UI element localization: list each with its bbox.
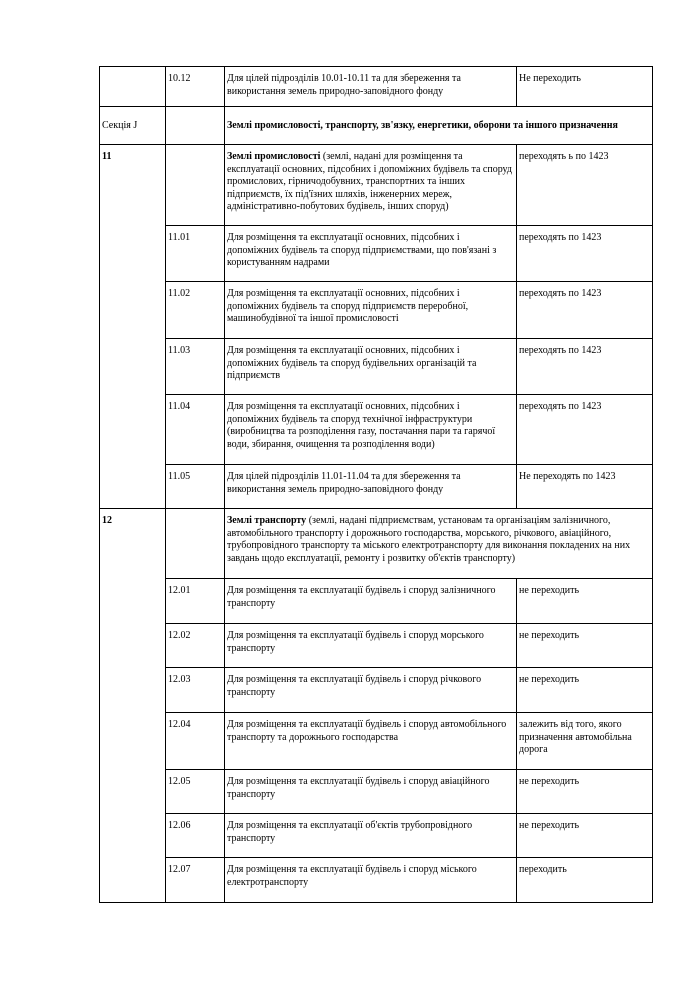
status-cell: переходять по 1423 [517, 226, 653, 282]
status-cell: Не переходить [517, 67, 653, 107]
description-cell: Для розміщення та експлуатації будівель і споруд морського транспорту [225, 624, 517, 668]
description-cell: Для розміщення та експлуатації будівель і споруд автомобільного транспорту та дорожнього господарства [225, 713, 517, 770]
code-cell [166, 107, 225, 145]
land-classification-table [99, 66, 653, 903]
description-cell [225, 145, 517, 226]
status-cell: не переходить [517, 814, 653, 858]
table-row [100, 713, 653, 770]
status-cell: не переходить [517, 579, 653, 624]
code-cell: 11.02 [166, 282, 225, 339]
status-cell: Не переходять по 1423 [517, 465, 653, 509]
description-cell: Для розміщення та експлуатації основних, підсобних і допоміжних будівель та споруд будівельних організацій та підприємств [225, 339, 517, 395]
description-cell: Для розміщення та експлуатації будівель і споруд міського електротранспорту [225, 858, 517, 903]
code-cell [166, 509, 225, 579]
table-row [100, 226, 653, 282]
group-cell [100, 509, 166, 903]
group-description: (землі, надані для розміщення та експлуатації основних, підсобних і допоміжних будівель та споруд промислових, гірничодобувних, транспортних та інших підприємств, їх під'їзних шляхів, інженерних мереж, адміністративно-побутових будівель, інших споруд) [227, 151, 513, 212]
table-row [100, 282, 653, 339]
section-cell: Секція J [100, 107, 166, 145]
status-cell: залежить від того, якого призначення автомобільна дорога [517, 713, 653, 770]
code-cell: 11.05 [166, 465, 225, 509]
description-cell [225, 509, 653, 579]
code-cell: 12.03 [166, 668, 225, 713]
status-cell: переходять по 1423 [517, 395, 653, 465]
table-row [100, 858, 653, 903]
table-row [100, 770, 653, 814]
description-cell: Для розміщення та експлуатації об'єктів трубопровідного транспорту [225, 814, 517, 858]
code-cell: 12.05 [166, 770, 225, 814]
code-cell: 11.03 [166, 339, 225, 395]
code-cell: 10.12 [166, 67, 225, 107]
status-cell: не переходить [517, 770, 653, 814]
code-cell: 11.01 [166, 226, 225, 282]
code-cell: 12.01 [166, 579, 225, 624]
code-cell: 12.04 [166, 713, 225, 770]
group-title: Землі транспорту [227, 515, 307, 526]
table-row [100, 579, 653, 624]
table-row [100, 145, 653, 226]
description-cell: Для розміщення та експлуатації основних, підсобних і допоміжних будівель та споруд підприємств переробної, машинобудівної та іншої промисловості [225, 282, 517, 339]
status-cell: переходять ь по 1423 [517, 145, 653, 226]
group-number: 11 [102, 151, 112, 162]
status-cell: не переходить [517, 668, 653, 713]
code-cell: 12.06 [166, 814, 225, 858]
group-number: 12 [102, 515, 112, 526]
group-cell [100, 145, 166, 509]
section-cell [100, 67, 166, 107]
description-cell: Для розміщення та експлуатації основних, підсобних і допоміжних будівель та споруд технічної інфраструктури (виробництва та розподілення газу, постачання пари та гарячої води, збирання, очищення та розподілення води) [225, 395, 517, 465]
status-cell: переходять по 1423 [517, 282, 653, 339]
code-cell: 11.04 [166, 395, 225, 465]
table-row [100, 339, 653, 395]
table-row [100, 668, 653, 713]
group-description: (землі, надані підприємствам, установам та організаціям залізничного, автомобільного транспорту і дорожнього господарства, морського, річкового, авіаційного, трубопровідного транспорту та міського електротранспорту для виконання покладених на них завдань щодо експлуатації, ремонту і розвитку об'єктів транспорту) [227, 515, 631, 564]
table-row [100, 465, 653, 509]
status-cell: не переходить [517, 624, 653, 668]
description-cell: Для цілей підрозділів 10.01-10.11 та для збереження та використання земель природно-заповідного фонду [225, 67, 517, 107]
table-row [100, 67, 653, 107]
description-cell: Для розміщення та експлуатації будівель і споруд залізничного транспорту [225, 579, 517, 624]
code-cell [166, 145, 225, 226]
table-row [100, 509, 653, 579]
group-title: Землі промисловості [227, 151, 321, 162]
description-cell: Для розміщення та експлуатації будівель і споруд авіаційного транспорту [225, 770, 517, 814]
table-row [100, 107, 653, 145]
description-cell: Для розміщення та експлуатації будівель і споруд річкового транспорту [225, 668, 517, 713]
description-cell: Для розміщення та експлуатації основних, підсобних і допоміжних будівель та споруд підприємствами, що пов'язані з користуванням надрами [225, 226, 517, 282]
table-row [100, 395, 653, 465]
section-title-cell [225, 107, 653, 145]
code-cell: 12.02 [166, 624, 225, 668]
status-cell: переходить [517, 858, 653, 903]
status-cell: переходять по 1423 [517, 339, 653, 395]
table-row [100, 814, 653, 858]
section-title: Землі промисловості, транспорту, зв'язку, енергетики, оборони та іншого призначення [227, 119, 618, 131]
code-cell: 12.07 [166, 858, 225, 903]
table-row [100, 624, 653, 668]
description-cell: Для цілей підрозділів 11.01-11.04 та для збереження та використання земель природно-заповідного фонду [225, 465, 517, 509]
